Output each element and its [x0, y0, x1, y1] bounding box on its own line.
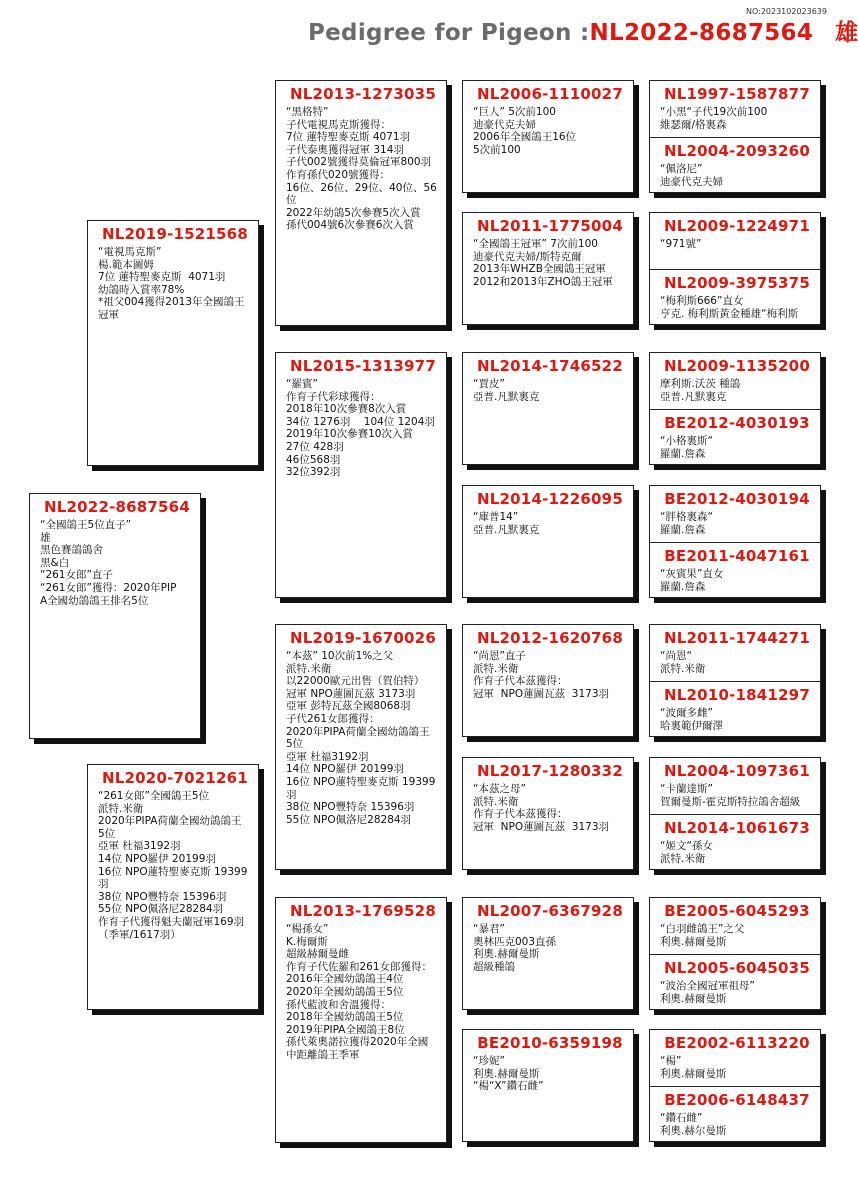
- pigeon-info: “尚恩”直子 派特.米衛 作育子代本茲獲得： 冠軍 NPO蓮圖瓦茲 3173羽: [473, 650, 610, 700]
- title-prefix: Pedigree for Pigeon :: [308, 20, 590, 46]
- pigeon-info: “羅賓” 作育子代彩球獲得： 2018年10次參賽8次入賞 34位 1276羽 104位 1204羽 2019年10次參賽10次入賞 27位 428羽 46位568羽 32位392羽: [286, 378, 435, 479]
- ring-number: NL2013-1769528: [290, 902, 436, 920]
- pigeon-info: “梅利斯666”直女 亨克. 梅利斯黃金種雄“梅利斯: [660, 295, 799, 320]
- pigeon-card-dam: [87, 764, 259, 1010]
- ring-number: NL2017-1280332: [477, 762, 623, 780]
- pigeon-card-sire: [87, 220, 259, 466]
- ring-number: NL2014-1226095: [477, 490, 623, 508]
- ring-number: NL2015-1313977: [290, 357, 436, 375]
- pigeon-info: “本茲” 10次前1%之父 派特.米衛 以22000歐元出售（賀伯特） 冠軍 NPO蓮圖瓦茲 3173羽 亞軍 彭特瓦茲全國8068羽 子代261女郎獲得： 2020年PIPA荷蘭全國幼鴿鴿王 5位 亞軍 杜福3192羽 14位 NPO羅伊 20199羽 16位 NPO蓮特聖麥克斯 19399 羽 38位 NPO豐特奈 15396羽 55位 NPO佩洛尼28284羽: [286, 650, 436, 826]
- pigeon-card-great-grandparent: [462, 757, 634, 870]
- ring-number: NL2009-3975375: [664, 274, 810, 292]
- ring-number: NL2019-1670026: [290, 629, 436, 647]
- ring-number: NL2007-6367928: [477, 902, 623, 920]
- ring-number: BE2011-4047161: [664, 547, 810, 565]
- title-sex: 雄: [835, 20, 858, 46]
- pigeon-card-great-grandparent: [462, 352, 634, 465]
- ring-number: BE2012-4030193: [664, 414, 810, 432]
- pigeon-card-grandparent: [275, 352, 447, 598]
- ring-number: BE2002-6113220: [664, 1034, 810, 1052]
- ring-number: NL2022-8687564: [44, 498, 190, 516]
- ring-number: NL2006-1110027: [477, 85, 623, 103]
- pigeon-info: “賈皮” 亞普.凡默裏克: [473, 378, 540, 403]
- ring-number: NL2013-1273035: [290, 85, 436, 103]
- pigeon-info: “庫普14” 亞普.凡默裏克: [473, 511, 540, 536]
- pigeon-info: “261女郎”全國鴿王5位 派特.米衛 2020年PIPA荷蘭全國幼鴿鴿王 5位 亞軍 杜福3192羽 14位 NPO羅伊 20199羽 16位 NPO蓮特聖麥克斯 19399 羽 38位 NPO豐特奈 15396羽 55位 NPO佩洛尼28284羽 作育子代獲得魁夫蘭冠軍169羽 （季軍/1617羽）: [98, 790, 248, 941]
- pigeon-info: “電視馬克斯” 楊.範本圖姆 7位 蓮特聖麥克斯 4071羽 幼鴿時入賞率78% *祖父004獲得2013年全國鴿王 冠軍: [98, 246, 245, 321]
- ring-number: NL2011-1775004: [477, 217, 623, 235]
- pigeon-card-great-grandparent: [462, 1029, 634, 1142]
- ring-number: NL2009-1224971: [664, 217, 810, 235]
- ring-number: BE2010-6359198: [477, 1034, 623, 1052]
- pigeon-info: “珍妮” 利奧.赫爾曼斯 “楊“X”鑽石雌”: [473, 1055, 544, 1093]
- ring-number: NL2012-1620768: [477, 629, 623, 647]
- title-ring-number: NL2022-8687564: [589, 20, 814, 46]
- ring-number: NL1997-1587877: [664, 85, 810, 103]
- pigeon-info: “小黑“子代19次前100 維瑟爾/格裏森: [660, 106, 768, 131]
- pigeon-info: “暴君” 奧林匹克003直孫 利奧.赫爾曼斯 超級種鴿: [473, 923, 557, 973]
- pigeon-info: “灰賓果”直女 羅蘭.詹森: [660, 568, 724, 593]
- ring-number: BE2012-4030194: [664, 490, 810, 508]
- pigeon-pair-card: [649, 1029, 821, 1142]
- pigeon-card-great-grandparent: [462, 897, 634, 1010]
- ring-number: NL2014-1061673: [664, 819, 810, 837]
- ring-number: NL2019-1521568: [102, 225, 248, 243]
- ring-number: NL2005-6045035: [664, 959, 810, 977]
- pigeon-info: “卡蘭達斯” 賀爾曼斯-霍克斯特拉鴿舍超級: [660, 783, 801, 808]
- ring-number: NL2004-1097361: [664, 762, 810, 780]
- pigeon-info: “971號”: [660, 238, 702, 250]
- pigeon-info: “胖格裏森“ 羅蘭.詹森: [660, 511, 713, 536]
- pigeon-info: “黑格特” 子代電視馬克斯獲得： 7位 蓮特聖麥克斯 4071羽 子代泰奧獲得冠軍 314羽 子代002號獲得莫倫冠軍800羽 作育孫代020號獲得： 16位、26位、29位、40位、56 位 2022年幼鴿5次參賽5次入賞 孫代004號6次參賽6次入賞: [286, 106, 437, 232]
- pigeon-info: “全國鴿王冠軍” 7次前100 迪豪代克夫婦/斯特克爾 2013年WHZB全國鴿王冠軍 2012和2013年ZHO鴿王冠軍: [473, 238, 613, 288]
- pigeon-pair-card: [649, 485, 821, 598]
- pigeon-info: “全國鴿王5位直子” 雄 黑色賽鴿鴿舍 黑&白 “261女郎”直子 “261女郎”獲得：2020年PIP A全國幼鴿鴿王排名5位: [40, 519, 177, 607]
- ring-number: BE2006-6148437: [664, 1091, 810, 1109]
- pigeon-pair-card: [649, 897, 821, 1010]
- ring-number: BE2005-6045293: [664, 902, 810, 920]
- pigeon-pair-card: [649, 757, 821, 870]
- pigeon-info: “小格裏斯“ 羅蘭.詹森: [660, 435, 713, 460]
- pigeon-pair-card: [649, 212, 821, 325]
- pigeon-card-great-grandparent: [462, 80, 634, 193]
- pigeon-info: “波爾多雌” 哈裏範伊爾澤: [660, 707, 723, 732]
- pigeon-info: “佩洛尼” 迪豪代克夫婦: [660, 163, 723, 188]
- pigeon-info: “本茲之母” 派特.米衛 作育子代本茲獲得： 冠軍 NPO蓮圖瓦茲 3173羽: [473, 783, 610, 833]
- pigeon-pair-card: [649, 80, 821, 193]
- pigeon-info: “楊” 利奧.赫爾曼斯: [660, 1055, 727, 1080]
- ring-number: NL2011-1744271: [664, 629, 810, 647]
- pigeon-info: “白羽雌鴿王”之父 利奧.赫爾曼斯: [660, 923, 745, 948]
- pigeon-info: “姬文“孫女 派特.米衛: [660, 840, 713, 865]
- pigeon-card-great-grandparent: [462, 212, 634, 325]
- document-number: NO:2023102023639: [745, 7, 827, 16]
- pigeon-info: “尚恩“ 派特.米衛: [660, 650, 706, 675]
- pigeon-card-great-grandparent: [462, 485, 634, 598]
- pigeon-card-grandparent: [275, 624, 447, 870]
- pigeon-card-great-grandparent: [462, 624, 634, 737]
- pigeon-card-grandparent: [275, 897, 447, 1143]
- pigeon-card-grandparent: [275, 80, 447, 326]
- ring-number: NL2004-2093260: [664, 142, 810, 160]
- ring-number: NL2009-1135200: [664, 357, 810, 375]
- ring-number: NL2014-1746522: [477, 357, 623, 375]
- page-title: [308, 14, 858, 47]
- ring-number: NL2010-1841297: [664, 686, 810, 704]
- pigeon-pair-card: [649, 624, 821, 737]
- ring-number: NL2020-7021261: [102, 769, 248, 787]
- pigeon-pair-card: [649, 352, 821, 465]
- pigeon-info: “巨人” 5次前100 迪豪代克夫婦 2006年全國鴿王16位 5次前100: [473, 106, 577, 156]
- pigeon-info: “波治全國冠軍祖母” 利奧.赫爾曼斯: [660, 980, 755, 1005]
- pigeon-info: “楊孫女” K.梅爾斯 超級赫爾曼雌 作育子代佐羅和261女郎獲得： 2016年全國幼鴿鴿王4位 2020年全國幼鴿鴿王5位 孫代藍波和舍溫獲得： 2018年全國幼鴿鴿王5位 2019年PIPA全國鴿王8位 孫代萊奧諾拉獲得2020年全國 中距離鴿王季軍: [286, 923, 433, 1061]
- pigeon-info: “鑽石雌” 利奧.赫尔曼斯: [660, 1112, 727, 1137]
- pigeon-card-subject: [29, 493, 201, 739]
- pigeon-info: 摩利斯.沃茨 種鴿 亞普.凡默裏克: [660, 378, 741, 403]
